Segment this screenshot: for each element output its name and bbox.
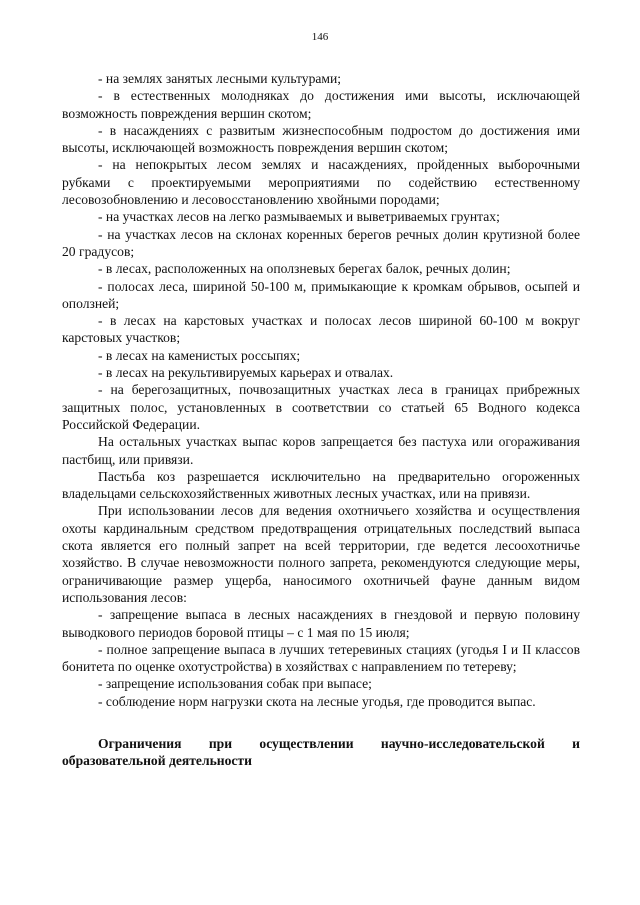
paragraph-hunting-management: При использовании лесов для ведения охотничьего хозяйства и осуществления охоты кардинальным средством предотвращения отрицательных последствий выпаса скота является его полный запрет на всей территории, где ведется лесоохотничье хозяйство. В случае невозможности полного запрета, рекомендуются следующие меры, ограничивающие размер ущерба, наносимого охотничьей фауне данным видом использования лесов: [62,503,580,605]
list-item-uncovered-lands: - на непокрытых лесом землях и насаждениях, пройденных выборочными рубками с проектируемыми мероприятиями по содействию естественному лесовозобновлению и лесовосстановлению хвойными породами; [62,157,580,208]
page-number: 146 [311,31,329,43]
list-item-steep-slopes: - на участках лесов на склонах коренных берегов речных долин крутизной более 20 градусов; [62,226,580,259]
list-item-forest-crops: - на землях занятых лесными культурами; [98,71,342,86]
list-item-recultivated-quarries: - в лесах на рекультивируемых карьерах и отвалах. [98,365,394,381]
paragraph-goat-grazing: Пастьба коз разрешается исключительно на предварительно огороженных владельцами сельскохозяйственных животных лесных участках, или на привязи. [62,468,580,502]
list-item-dogs-ban: - запрещение использования собак при выпасе; [98,676,372,692]
list-item-eroding-soils: - на участках лесов на легко размываемых и выветриваемых грунтах; [98,209,500,225]
list-item-cliff-strips: - полосах леса, шириной 50-100 м, примыкающие к кромкам обрывов, осыпей и оползней; [62,278,580,311]
paragraph-cattle-grazing: На остальных участках выпас коров запрещается без пастуха или огораживания пастбищ, или привязи. [62,434,580,467]
list-item-rocky-screes: - в лесах на каменистых россыпях; [98,347,301,363]
list-item-grouse-habitats: - полное запрещение выпаса в лучших тетеревиных стациях (угодья I и II классов бонитета по оценке охотустройства) в хозяйствах с направлением по тетереву; [62,641,580,675]
list-item-undergrowth-stands: - в насаждениях с развитым жизнеспособным подростом до достижения ими высоты, исключающей возможность повреждения вершин скотом; [62,122,580,156]
list-item-landslide-banks: - в лесах, расположенных на оползневых берегах балок, речных долин; [98,261,511,277]
list-item-karst-areas: - в лесах на карстовых участках и полосах лесов шириной 60-100 м вокруг карстовых участков; [62,313,580,346]
list-item-natural-young-stands: - в естественных молодняках до достижения ими высоты, исключающей возможность повреждения вершин скотом; [62,88,580,121]
list-item-nesting-period: - запрещение выпаса в лесных насаждениях в гнездовой и первую половину выводкового периодов боровой птицы – с 1 мая по 15 июля; [62,607,580,640]
list-item-load-norms: - соблюдение норм нагрузки скота на лесные угодья, где проводится выпас. [98,693,536,709]
page-body [62,70,580,770]
list-item-protective-strips: - на берегозащитных, почвозащитных участках леса в границах прибрежных защитных полос, установленных в соответствии со статьей 65 Водного кодекса Российской Федерации. [62,382,580,432]
section-heading: Ограничения при осуществлении научно-исследовательской и образовательной деятельности [62,735,580,769]
